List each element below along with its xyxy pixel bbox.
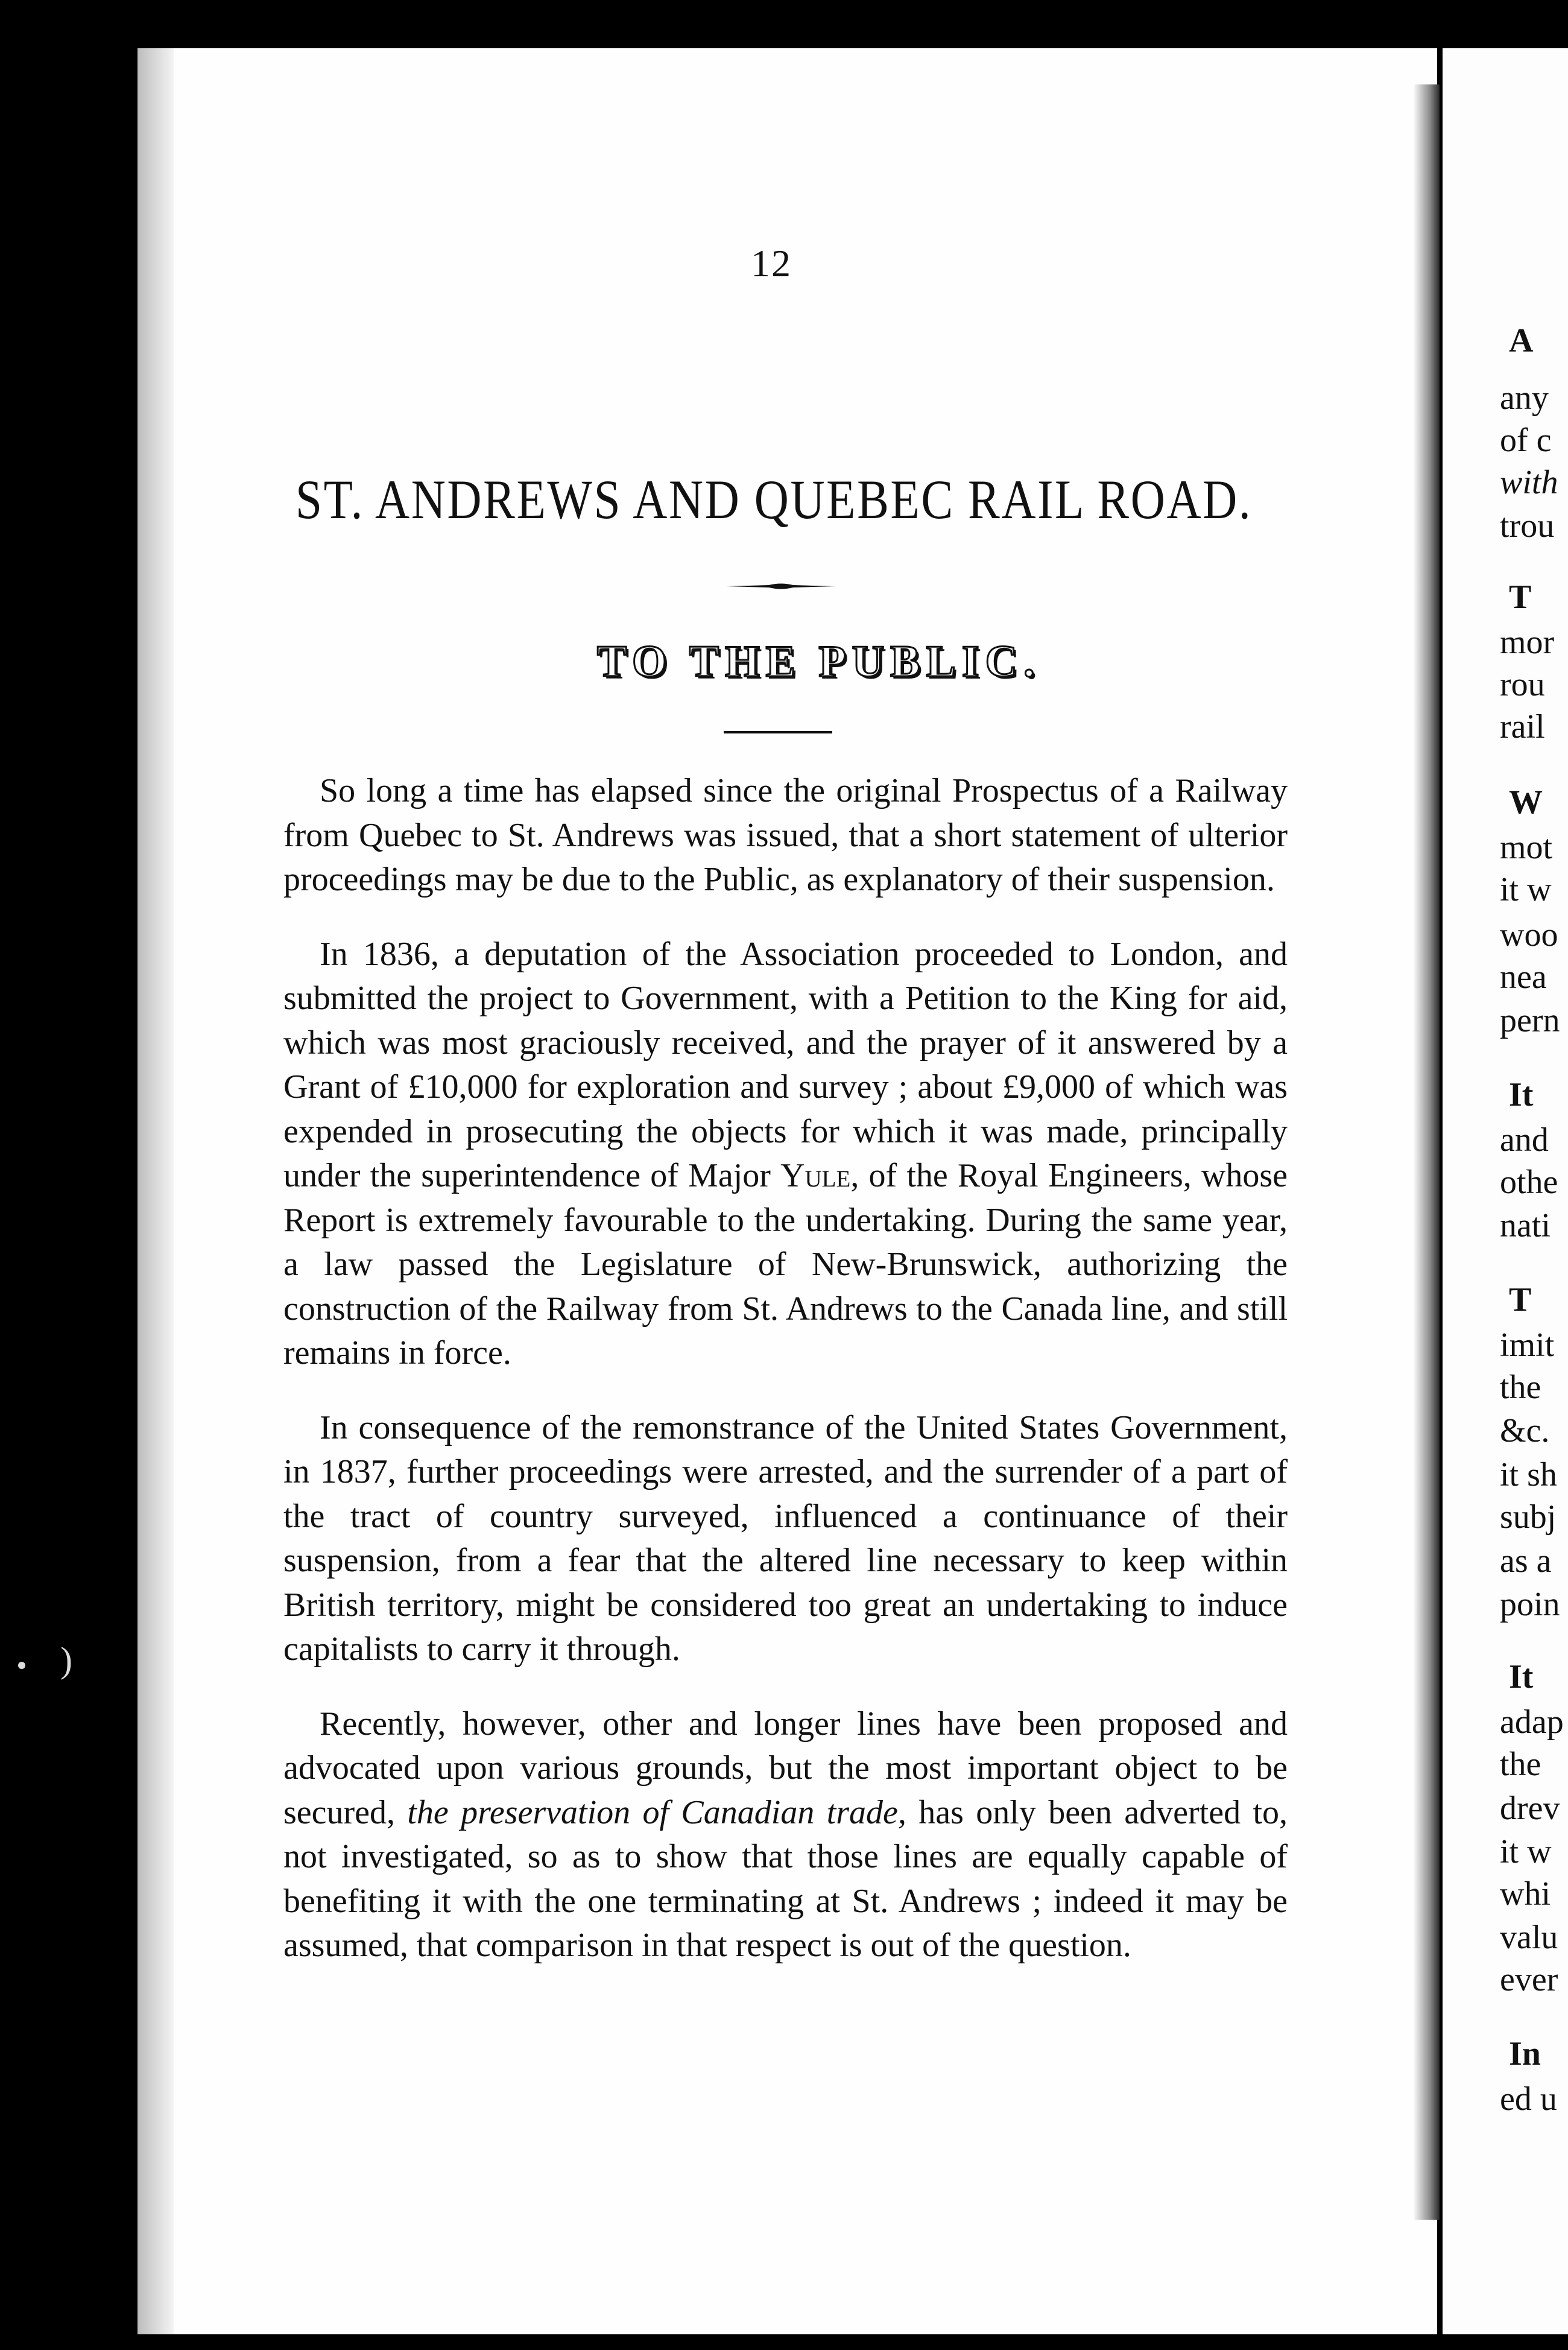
facing-line: of c <box>1500 422 1552 459</box>
facing-line: the <box>1500 1746 1541 1783</box>
facing-line: trou <box>1500 507 1555 545</box>
paragraph-4-text-b: has only been adverted to, not investigated, so as to show that those lines are equally capable of benefiting it with the one terminating at St. Andrews ; indeed it may be assumed, that comparison in that respect is out of the question. <box>283 1793 1288 1964</box>
facing-line: with <box>1500 464 1558 501</box>
paragraph-2 <box>283 933 1288 1376</box>
facing-line: as a <box>1500 1542 1552 1580</box>
facing-line: ever <box>1500 1961 1558 1998</box>
person-name: Yule <box>780 1157 851 1194</box>
facing-page <box>1443 48 1568 2334</box>
scan-artifact: ) <box>60 1640 72 1680</box>
facing-line: whi <box>1500 1875 1551 1913</box>
facing-line: ed u <box>1500 2080 1557 2118</box>
facing-line: mor <box>1500 624 1555 661</box>
facing-line: It <box>1509 1076 1534 1113</box>
facing-line: imit <box>1500 1326 1555 1364</box>
facing-line: rail <box>1500 708 1545 746</box>
facing-line: and <box>1500 1121 1549 1159</box>
facing-line: the <box>1500 1369 1541 1406</box>
facing-line: In <box>1509 2035 1541 2073</box>
facing-line: woo <box>1500 916 1558 954</box>
facing-line: it sh <box>1500 1456 1557 1493</box>
paragraph-4-text-a: Recently, however, other and longer lines have been proposed and advocated upon various grounds, but the most important object to be secured, <box>283 1705 1288 1831</box>
paragraph-4 <box>283 1702 1288 1968</box>
paragraph-2-text-b: , of the Royal Engineers, whose Report is extremely favourable to the undertaking. During the same year, a law passed the Legislature of New-Brunswick, authorizing the construction of the Railway from St. Andrews to the Canada line, and still remains in force. <box>283 1157 1288 1372</box>
page-number: 12 <box>751 242 792 285</box>
book-gutter <box>1414 84 1440 2220</box>
page-title: ST. ANDREWS AND QUEBEC RAIL ROAD. <box>296 469 1253 530</box>
ornamental-rule <box>727 582 835 591</box>
facing-line: adap <box>1500 1703 1564 1741</box>
facing-line: subj <box>1500 1498 1557 1536</box>
facing-line: poin <box>1500 1586 1560 1623</box>
facing-line: nea <box>1500 958 1547 996</box>
facing-line: valu <box>1500 1919 1558 1956</box>
facing-line: it w <box>1500 1833 1552 1870</box>
facing-line: drev <box>1500 1790 1560 1827</box>
italic-phrase: the preservation of Canadian trade, <box>407 1793 906 1831</box>
facing-line: pern <box>1500 1002 1560 1039</box>
scan-artifact-dot <box>18 1662 25 1669</box>
facing-line: T <box>1509 1281 1532 1319</box>
paragraph-1: So long a time has elapsed since the original Prospectus of a Railway from Quebec to St. Andrews was issued, that a short statement of ulterior proceedings may be due to the Public, as explanatory of their suspension. <box>283 772 1288 898</box>
facing-line: rou <box>1500 666 1545 703</box>
body-text <box>283 769 1288 1998</box>
facing-line: othe <box>1500 1164 1558 1201</box>
facing-line: A <box>1509 322 1534 359</box>
paragraph-2-text-a: In 1836, a deputation of the Association proceeded to London, and submitted the project to Government, with a Petition to the King for aid, which was most graciously received, and the prayer of it answered by a Grant of £10,000 for exploration and survey ; about £9,000 of which was expended in prosecuting the objects for which it was made, principally under the superintendence of Major <box>283 935 1288 1194</box>
facing-line: T <box>1509 578 1532 616</box>
facing-line: mot <box>1500 829 1553 866</box>
section-heading: TO THE PUBLIC. <box>597 637 1041 686</box>
paragraph-3: In consequence of the remonstrance of the United States Government, in 1837, further proceedings were arrested, and the surrender of a part of the tract of country surveyed, influenced a continuance of their suspension, from a fear that the altered line necessary to keep within British territory, might be considered too great an undertaking to induce capitalists to carry it through. <box>283 1408 1288 1668</box>
facing-line: W <box>1509 784 1543 821</box>
facing-line: It <box>1509 1658 1534 1696</box>
facing-line: any <box>1500 379 1549 417</box>
facing-line: &c. <box>1500 1412 1550 1449</box>
page-edge-shadow-left <box>138 48 174 2334</box>
facing-line: nati <box>1500 1207 1551 1244</box>
divider-rule <box>724 731 832 733</box>
facing-line: it w <box>1500 871 1552 908</box>
